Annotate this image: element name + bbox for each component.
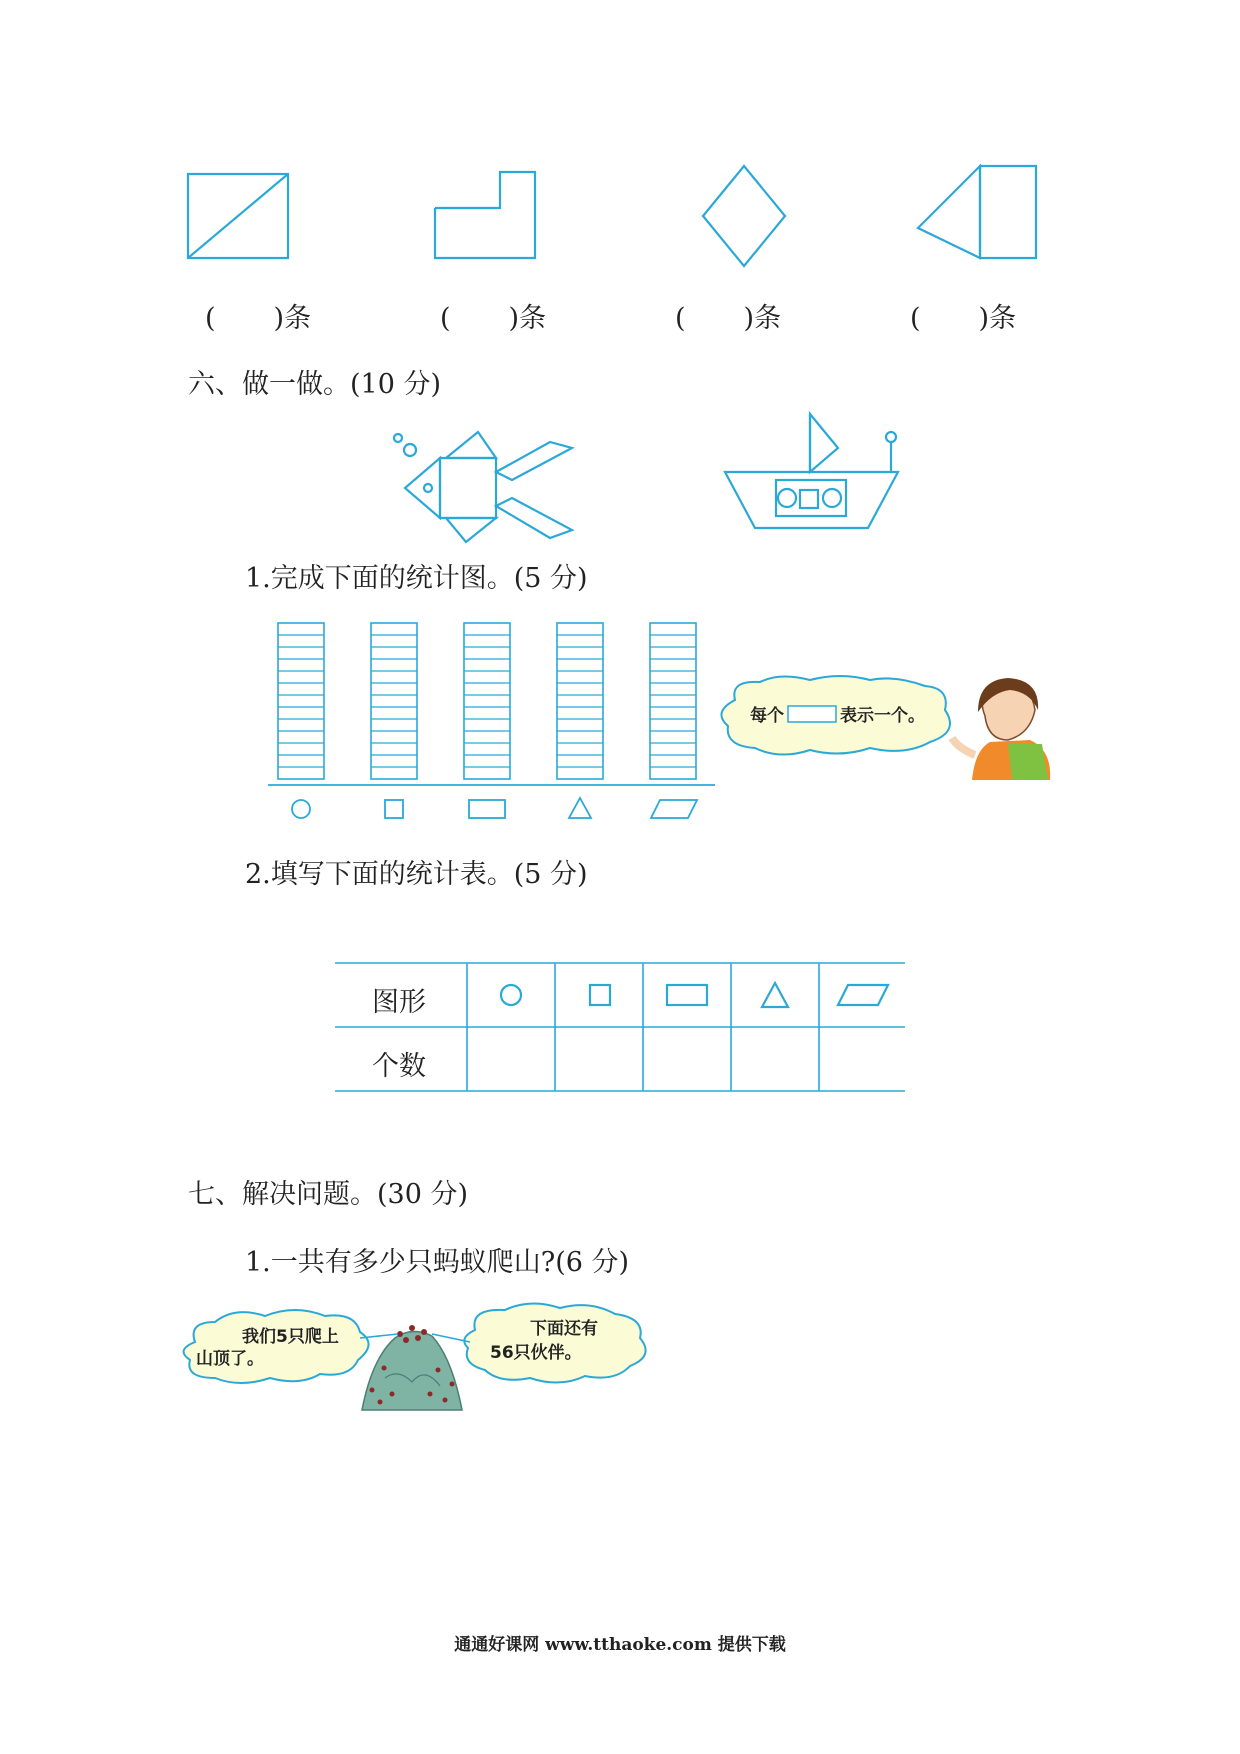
answer-blank-4[interactable]: ( )条 [910, 303, 1017, 334]
parallelogram-icon [838, 985, 888, 1005]
l-shape-figure [435, 172, 535, 258]
section7-question-1: 1.一共有多少只蚂蚁爬山?(6 分) [245, 1247, 630, 1278]
square-icon [590, 985, 610, 1005]
statistics-table[interactable] [0, 955, 1240, 1095]
triangle-icon [762, 983, 788, 1007]
child-figure [952, 678, 1050, 780]
rectangle-icon [667, 985, 707, 1005]
ant-mountain-illustration [0, 1298, 1240, 1438]
triangle-square-figure [918, 166, 1036, 258]
bubble-right-line-2: 56只伙伴。 [490, 1343, 582, 1363]
bubble-text-post: 表示一个。 [840, 706, 925, 726]
circle-icon [501, 985, 521, 1005]
answer-blank-2[interactable]: ( )条 [440, 303, 547, 334]
answer-blank-3[interactable]: ( )条 [675, 303, 782, 334]
table-row-label-shape: 图形 [372, 987, 426, 1018]
section7-heading: 七、解决问题。(30 分) [188, 1179, 469, 1210]
section6-heading: 六、做一做。(10 分) [188, 369, 442, 400]
square-with-diagonal-figure [188, 174, 288, 258]
bubble-right-line-1: 下面还有 [530, 1319, 598, 1339]
section6-question-1: 1.完成下面的统计图。(5 分) [245, 563, 588, 594]
boat-figure [725, 414, 898, 528]
rhombus-figure [703, 166, 785, 266]
table-row-label-count: 个数 [372, 1051, 426, 1082]
shapes-row [0, 150, 1240, 410]
answer-blank-1[interactable]: ( )条 [205, 303, 312, 334]
section6-question-2: 2.填写下面的统计表。(5 分) [245, 859, 588, 890]
fish-and-boat-figures [0, 410, 1240, 570]
footer-credit: 通通好课网 www.tthaoke.com 提供下载 [454, 1635, 786, 1655]
bubble-left-line-2: 山顶了。 [196, 1349, 264, 1369]
bubble-left-line-1: 我们5只爬上 [242, 1327, 339, 1347]
fish-figure [394, 432, 572, 542]
bubble-text-pre: 每个 [750, 706, 784, 726]
hint-bubble [0, 670, 1240, 810]
